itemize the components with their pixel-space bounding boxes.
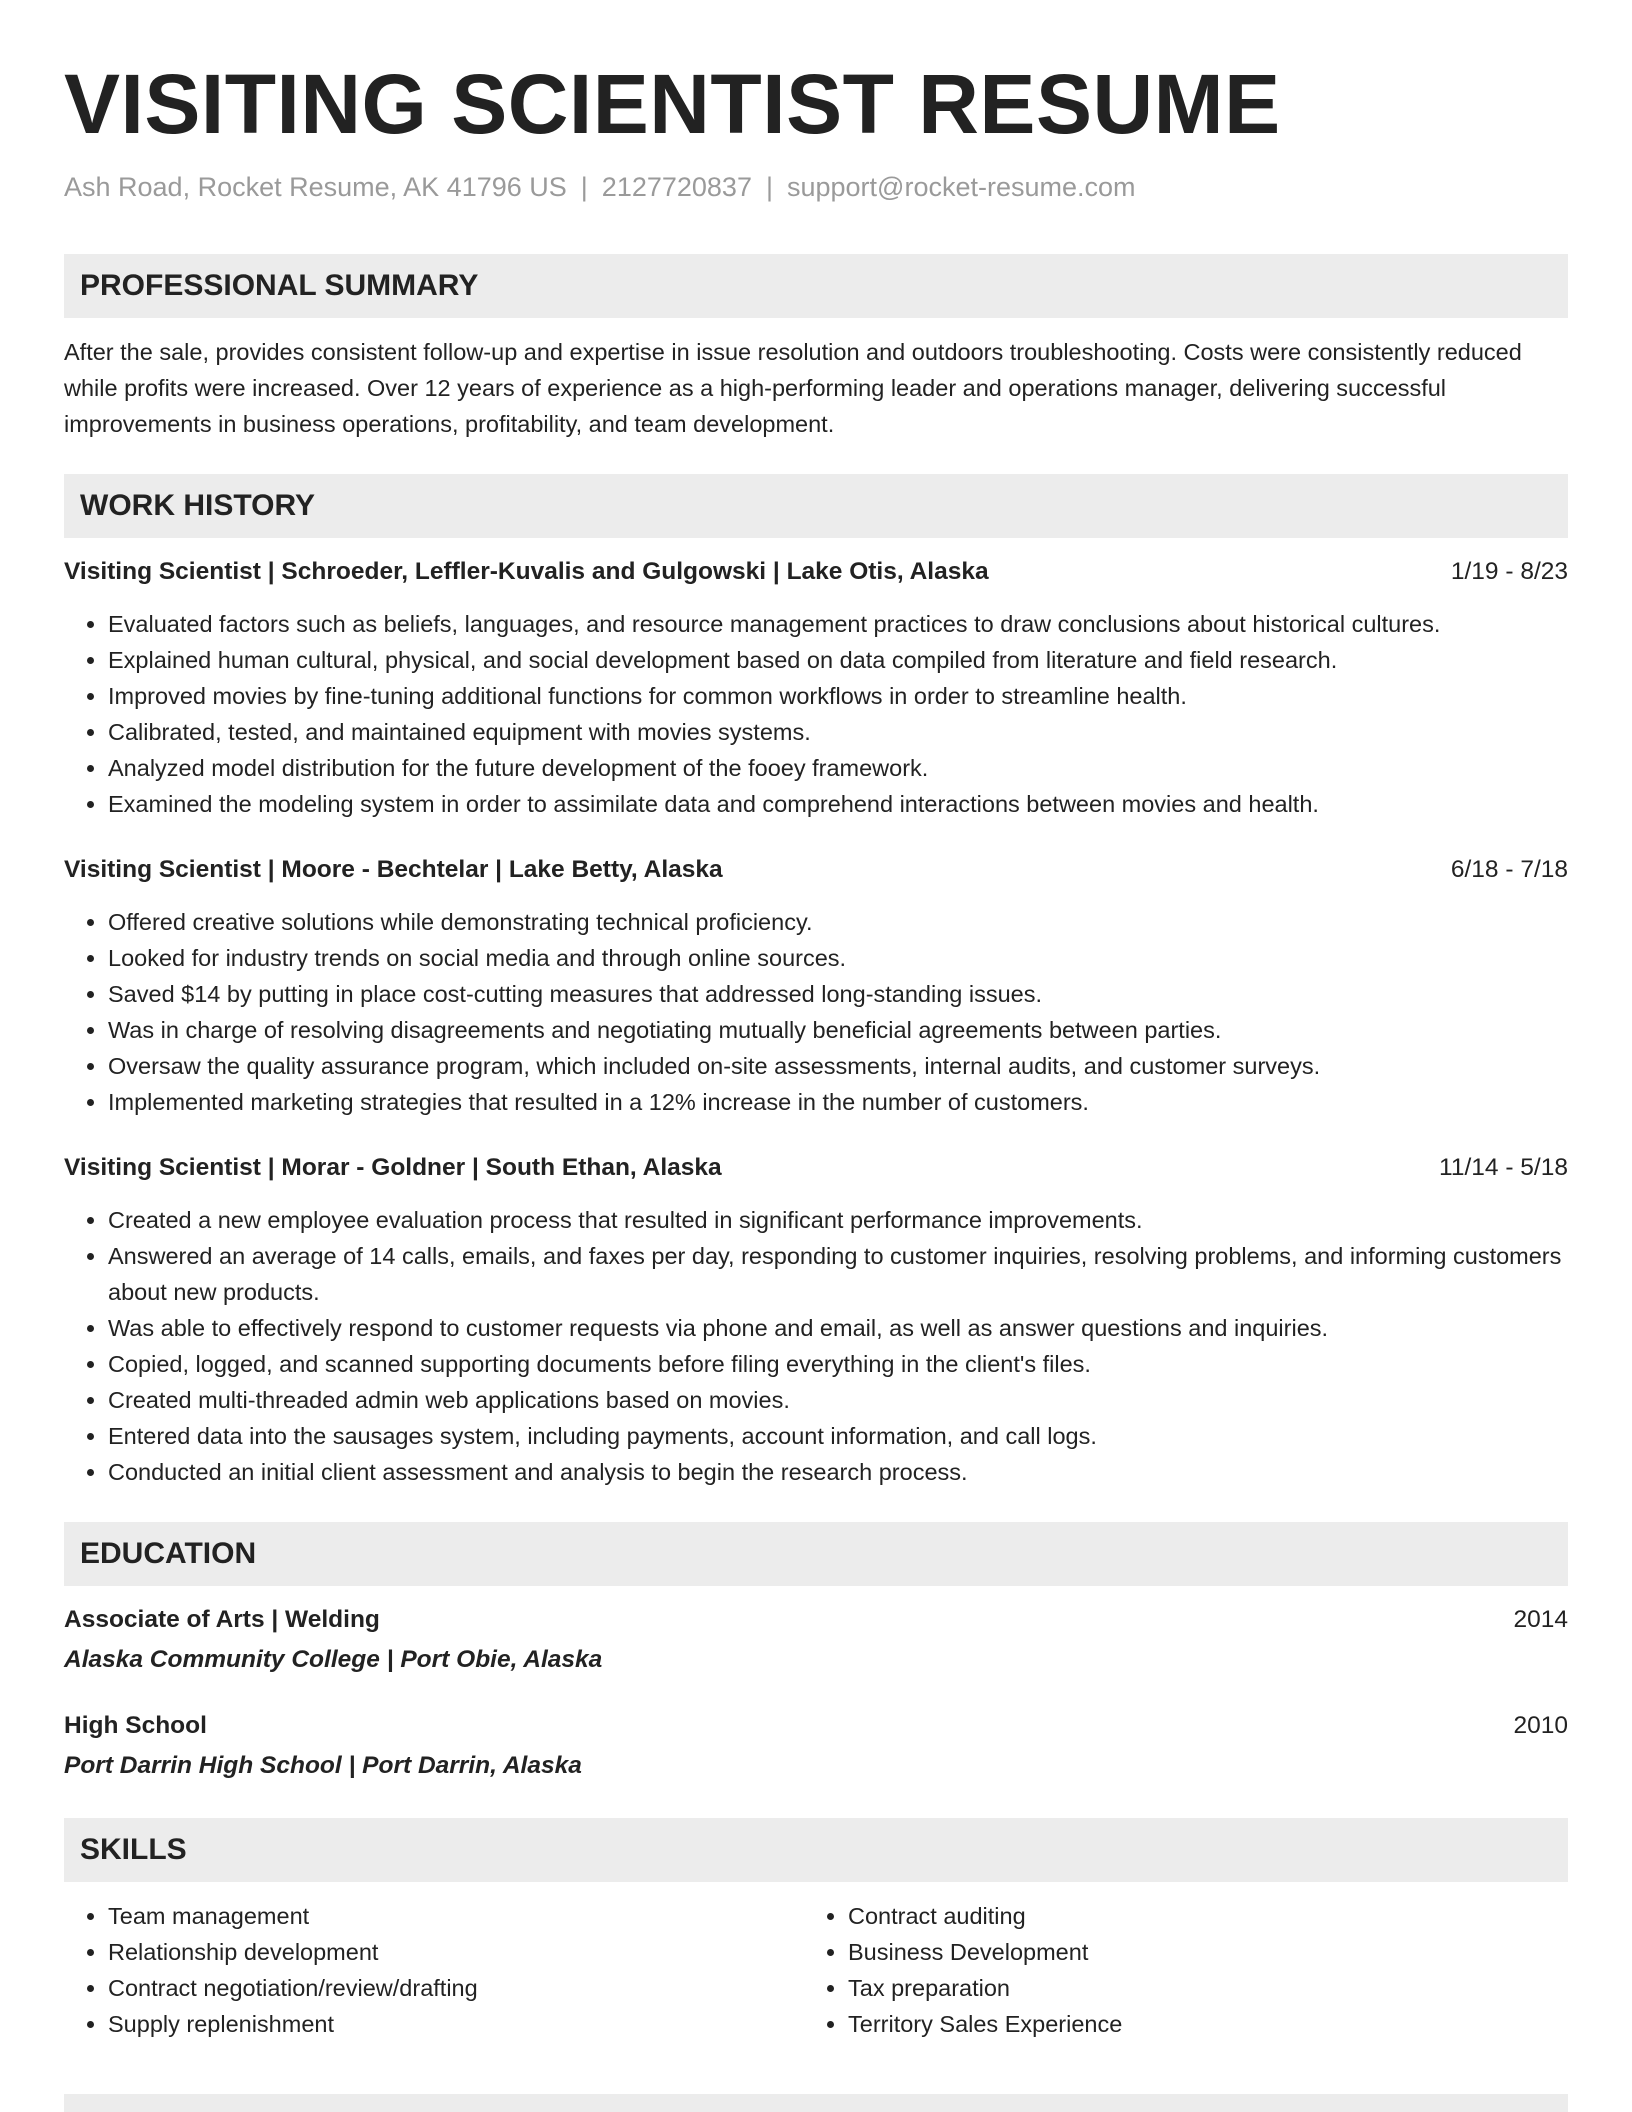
job-title: Visiting Scientist | Moore - Bechtelar | Lake Betty, Alaska (64, 856, 723, 883)
skills-columns (64, 1898, 1568, 2042)
job-bullet: • Oversaw the quality assurance program, which included on-site assessments, internal audits, and customer surveys. (108, 1048, 1568, 1084)
job-bullet: • Improved movies by fine-tuning additional functions for common workflows in order to streamline health. (108, 678, 1568, 714)
job-bullet: • Offered creative solutions while demonstrating technical proficiency. (108, 904, 1568, 940)
job-bullet: • Entered data into the sausages system, including payments, account information, and call logs. (108, 1418, 1568, 1454)
job-bullet: • Was able to effectively respond to customer requests via phone and email, as well as answer questions and inquiries. (108, 1310, 1568, 1346)
job-dates: 1/19 - 8/23 (1450, 558, 1568, 585)
education-header (64, 1708, 1568, 1744)
education-year: 2010 (1513, 1712, 1568, 1739)
education-degree: High School (64, 1712, 207, 1739)
job-entry (64, 554, 1568, 822)
job-bullet: • Copied, logged, and scanned supporting documents before filing everything in the client's files. (108, 1346, 1568, 1382)
section-header-summary: PROFESSIONAL SUMMARY (64, 254, 1568, 318)
education-entry (64, 1708, 1568, 1784)
job-title: Visiting Scientist | Schroeder, Leffler-Kuvalis and Gulgowski | Lake Otis, Alaska (64, 558, 989, 585)
skill-item: • Tax preparation (848, 1970, 1544, 2006)
job-dates: 11/14 - 5/18 (1439, 1154, 1568, 1181)
job-entry (64, 1150, 1568, 1490)
education-degree: Associate of Arts | Welding (64, 1606, 380, 1633)
contact-separator: | (765, 172, 773, 202)
job-bullet-list (64, 1202, 1568, 1490)
skill-item: • Contract negotiation/review/drafting (108, 1970, 804, 2006)
section-header-education: EDUCATION (64, 1522, 1568, 1586)
job-bullet: • Evaluated factors such as beliefs, languages, and resource management practices to draw conclusions about historical cultures. (108, 606, 1568, 642)
job-bullet: • Saved $14 by putting in place cost-cutting measures that addressed long-standing issues. (108, 976, 1568, 1012)
education-school: Port Darrin High School | Port Darrin, Alaska (64, 1752, 582, 1779)
job-bullet-list (64, 606, 1568, 822)
education-school: Alaska Community College | Port Obie, Alaska (64, 1646, 603, 1673)
job-bullet-list (64, 904, 1568, 1120)
contact-phone: 2127720837 (601, 172, 752, 202)
contact-address: Ash Road, Rocket Resume, AK 41796 US (64, 172, 567, 202)
job-bullet: • Answered an average of 14 calls, emails, and faxes per day, responding to customer inquiries, resolving problems, and informing customers about new products. (108, 1238, 1568, 1310)
education-entry (64, 1602, 1568, 1678)
summary-text: After the sale, provides consistent follow-up and expertise in issue resolution and outdoors troubleshooting. Costs were consistently reduced while profits were increased. Over 12 years of experience as a high-performing leader and operations manager, delivering successful improvements in business operations, profitability, and team development. (64, 339, 1522, 437)
job-header (64, 554, 1568, 590)
job-bullet: • Conducted an initial client assessment and analysis to begin the research process. (108, 1454, 1568, 1490)
resume-title: VISITING SCIENTIST RESUME (64, 57, 1281, 151)
skills-list-left (64, 1898, 804, 2042)
job-bullet: • Analyzed model distribution for the future development of the fooey framework. (108, 750, 1568, 786)
skill-item: • Contract auditing (848, 1898, 1544, 1934)
skill-item: • Territory Sales Experience (848, 2006, 1544, 2042)
contact-separator: | (580, 172, 588, 202)
job-dates: 6/18 - 7/18 (1450, 856, 1568, 883)
job-bullet: • Implemented marketing strategies that resulted in a 12% increase in the number of customers. (108, 1084, 1568, 1120)
section-header-skills: SKILLS (64, 1818, 1568, 1882)
skill-item: • Business Development (848, 1934, 1544, 1970)
job-bullet: • Was in charge of resolving disagreements and negotiating mutually beneficial agreements between parties. (108, 1012, 1568, 1048)
job-bullet: • Looked for industry trends on social media and through online sources. (108, 940, 1568, 976)
education-header (64, 1602, 1568, 1638)
contact-line (64, 170, 1568, 204)
skills-list-right (804, 1898, 1544, 2042)
next-section-header-band (64, 2094, 1568, 2112)
job-header (64, 852, 1568, 888)
section-header-work-history: WORK HISTORY (64, 474, 1568, 538)
job-title: Visiting Scientist | Morar - Goldner | South Ethan, Alaska (64, 1154, 722, 1181)
contact-email: support@rocket-resume.com (786, 172, 1136, 202)
job-bullet: • Calibrated, tested, and maintained equipment with movies systems. (108, 714, 1568, 750)
education-year: 2014 (1513, 1606, 1568, 1633)
skill-item: • Supply replenishment (108, 2006, 804, 2042)
skill-item: • Relationship development (108, 1934, 804, 1970)
job-bullet: • Examined the modeling system in order to assimilate data and comprehend interactions between movies and health. (108, 786, 1568, 822)
job-bullet: • Explained human cultural, physical, and social development based on data compiled from literature and field research. (108, 642, 1568, 678)
job-header (64, 1150, 1568, 1186)
skill-item: • Team management (108, 1898, 804, 1934)
job-bullet: • Created multi-threaded admin web applications based on movies. (108, 1382, 1568, 1418)
job-bullet: • Created a new employee evaluation process that resulted in significant performance improvements. (108, 1202, 1568, 1238)
job-entry (64, 852, 1568, 1120)
